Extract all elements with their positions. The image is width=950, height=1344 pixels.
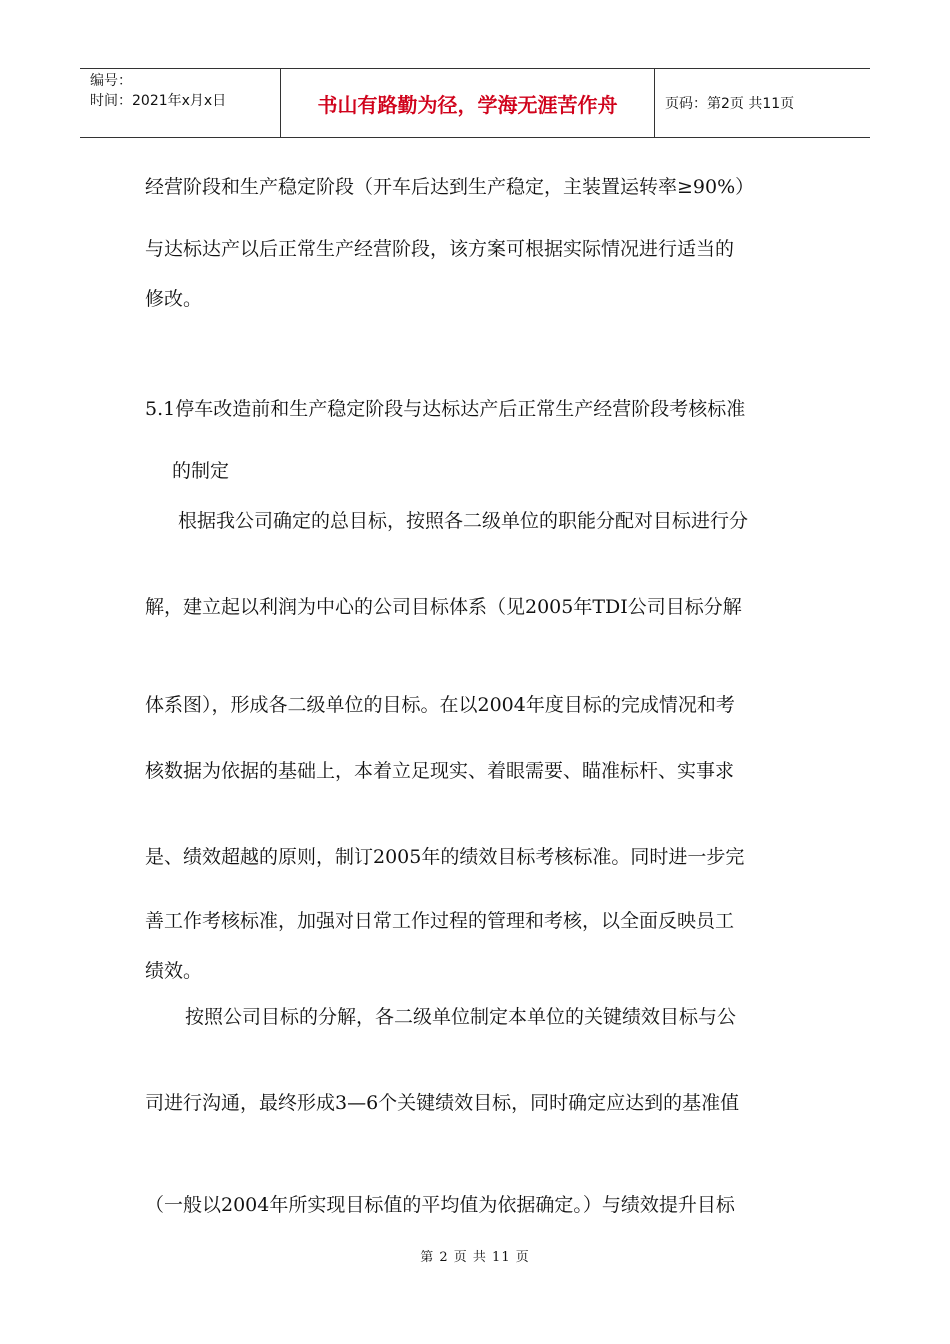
body-line: 经营阶段和生产稳定阶段（开车后达到生产稳定，主装置运转率≥90%）: [145, 176, 755, 198]
header-motto: 书山有路勤为径，学海无涯苦作舟: [317, 92, 618, 117]
header-meta: [80, 69, 281, 137]
body-line: 善工作考核标准，加强对日常工作过程的管理和考核，以全面反映员工: [145, 910, 735, 932]
page-header: [80, 68, 870, 138]
body-line: 是、绩效超越的原则，制订2005年的绩效目标考核标准。同时进一步完: [145, 846, 745, 868]
section-heading: 5.1停车改造前和生产稳定阶段与达标达产后正常生产经营阶段考核标准: [145, 398, 746, 420]
body-line: 根据我公司确定的总目标，按照各二级单位的职能分配对目标进行分: [178, 510, 749, 532]
section-heading-cont: 的制定: [172, 460, 230, 482]
body-line: 与达标达产以后正常生产经营阶段，该方案可根据实际情况进行适当的: [145, 238, 735, 260]
page-footer: 第 2 页 共 11 页: [420, 1250, 530, 1265]
body-line: 司进行沟通，最终形成3—6个关键绩效目标，同时确定应达到的基准值: [145, 1092, 740, 1114]
body-line: 按照公司目标的分解，各二级单位制定本单位的关键绩效目标与公: [185, 1006, 737, 1028]
body-line: 解，建立起以利润为中心的公司目标体系（见2005年TDI公司目标分解: [145, 596, 742, 618]
document-date: 时间：2021年x月x日: [90, 93, 227, 109]
body-line: 绩效。: [145, 960, 203, 982]
body-line: 体系图），形成各二级单位的目标。在以2004年度目标的完成情况和考: [145, 694, 735, 716]
header-page-info: 页码：第2页 共11页: [665, 96, 795, 112]
body-line: （一般以2004年所实现目标值的平均值为依据确定。）与绩效提升目标: [145, 1194, 735, 1216]
body-line: 修改。: [145, 288, 203, 310]
document-code: 编号：: [90, 73, 132, 89]
header-motto-cell: [281, 69, 655, 137]
body-line: 核数据为依据的基础上，本着立足现实、着眼需要、瞄准标杆、实事求: [145, 760, 735, 782]
